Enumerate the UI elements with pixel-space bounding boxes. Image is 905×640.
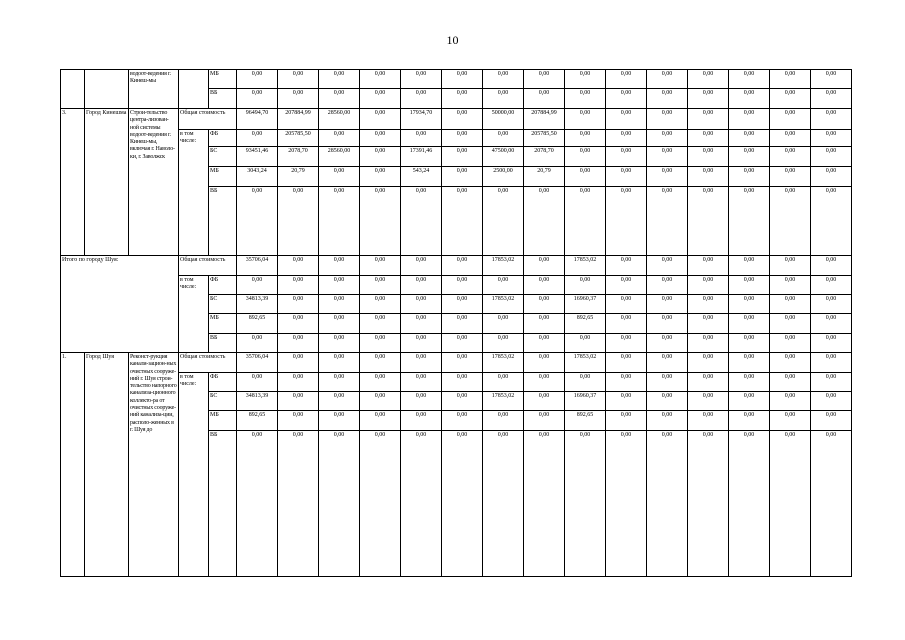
value-cell: 0,00 — [770, 411, 811, 431]
value-cell: 0,00 — [688, 353, 729, 373]
value-cell: 543,24 — [401, 167, 442, 187]
value-cell: 0,00 — [606, 276, 647, 295]
value-cell: 34813,39 — [237, 392, 278, 411]
value-cell: 892,65 — [565, 411, 606, 431]
value-cell: 0,00 — [729, 256, 770, 276]
value-cell: 34813,39 — [237, 295, 278, 314]
value-cell: 0,00 — [565, 70, 606, 89]
value-cell: 0,00 — [729, 276, 770, 295]
value-cell: 0,00 — [237, 276, 278, 295]
value-cell: 0,00 — [442, 392, 483, 411]
city — [85, 70, 129, 109]
value-cell: 0,00 — [606, 109, 647, 130]
value-cell: 0,00 — [483, 70, 524, 89]
value-cell: 0,00 — [606, 187, 647, 256]
value-cell: 0,00 — [442, 411, 483, 431]
value-cell: 0,00 — [237, 187, 278, 256]
value-cell: 0,00 — [606, 353, 647, 373]
row-number — [61, 70, 85, 109]
value-cell: 0,00 — [401, 70, 442, 89]
value-cell: 0,00 — [811, 109, 852, 130]
value-cell: 0,00 — [770, 431, 811, 577]
value-cell: 0,00 — [360, 109, 401, 130]
value-cell: 0,00 — [770, 109, 811, 130]
value-cell: 0,00 — [606, 167, 647, 187]
value-cell: 0,00 — [360, 147, 401, 167]
value-cell: 0,00 — [360, 353, 401, 373]
value-cell: 0,00 — [442, 130, 483, 147]
value-cell: 0,00 — [647, 431, 688, 577]
value-cell: 0,00 — [237, 130, 278, 147]
value-cell: 0,00 — [524, 373, 565, 392]
value-cell: 0,00 — [729, 431, 770, 577]
value-cell: 0,00 — [811, 334, 852, 353]
value-cell: 0,00 — [565, 187, 606, 256]
value-cell: 0,00 — [688, 314, 729, 334]
value-cell: 17934,70 — [401, 109, 442, 130]
value-cell: 47500,00 — [483, 147, 524, 167]
value-cell: 0,00 — [647, 147, 688, 167]
value-cell: 0,00 — [729, 295, 770, 314]
value-cell: 0,00 — [770, 353, 811, 373]
value-cell: 0,00 — [319, 373, 360, 392]
value-cell: 0,00 — [319, 89, 360, 109]
city: Город Шуя — [85, 353, 129, 577]
value-cell: 0,00 — [811, 89, 852, 109]
value-cell: 0,00 — [360, 187, 401, 256]
value-cell: 892,65 — [565, 314, 606, 334]
table-row — [61, 70, 852, 89]
value-cell: 0,00 — [401, 256, 442, 276]
value-cell: 0,00 — [811, 373, 852, 392]
value-cell: 0,00 — [606, 256, 647, 276]
value-cell: 0,00 — [319, 130, 360, 147]
value-cell: 16960,37 — [565, 392, 606, 411]
value-cell: 0,00 — [401, 373, 442, 392]
value-cell: 0,00 — [319, 276, 360, 295]
value-cell: 0,00 — [237, 70, 278, 89]
blank-cell — [179, 70, 209, 109]
source-vb: ВБ — [209, 187, 237, 256]
value-cell: 0,00 — [401, 353, 442, 373]
value-cell: 0,00 — [688, 187, 729, 256]
value-cell: 0,00 — [647, 314, 688, 334]
value-cell: 0,00 — [319, 353, 360, 373]
value-cell: 0,00 — [524, 70, 565, 89]
value-cell: 0,00 — [729, 334, 770, 353]
value-cell: 2078,70 — [278, 147, 319, 167]
value-cell: 96494,70 — [237, 109, 278, 130]
value-cell: 0,00 — [483, 431, 524, 577]
value-cell: 28560,00 — [319, 109, 360, 130]
value-cell: 0,00 — [401, 187, 442, 256]
value-cell: 0,00 — [524, 334, 565, 353]
value-cell: 0,00 — [319, 70, 360, 89]
value-cell: 0,00 — [688, 392, 729, 411]
value-cell: 0,00 — [811, 187, 852, 256]
value-cell: 20,79 — [524, 167, 565, 187]
value-cell: 28560,00 — [319, 147, 360, 167]
total-cost-label: Общая стоимость — [179, 353, 237, 373]
value-cell: 0,00 — [811, 314, 852, 334]
value-cell: 0,00 — [524, 392, 565, 411]
value-cell: 0,00 — [360, 411, 401, 431]
budget-table — [60, 69, 852, 577]
table-row — [61, 373, 852, 392]
value-cell: 0,00 — [811, 295, 852, 314]
value-cell: 0,00 — [360, 373, 401, 392]
value-cell: 16960,37 — [565, 295, 606, 314]
value-cell: 0,00 — [688, 373, 729, 392]
object-name: Реконст-рукция канали-зацион-ных очистных сооруже-ний г. Шуя строи-тельство напорного канализа-ционного коллекто-ра от очистных сооруже-ний канализа-ции, располо-женных в г. Шуя до — [129, 353, 179, 577]
value-cell: 0,00 — [278, 353, 319, 373]
value-cell: 0,00 — [319, 187, 360, 256]
value-cell: 0,00 — [729, 187, 770, 256]
value-cell: 20,79 — [278, 167, 319, 187]
value-cell: 0,00 — [442, 314, 483, 334]
incl-label: в том числе: — [179, 373, 209, 577]
source-mb: МБ — [209, 314, 237, 334]
value-cell: 2500,00 — [483, 167, 524, 187]
value-cell: 0,00 — [688, 130, 729, 147]
source-fb: ФБ — [209, 130, 237, 147]
value-cell: 0,00 — [483, 334, 524, 353]
value-cell: 0,00 — [647, 353, 688, 373]
value-cell: 0,00 — [647, 130, 688, 147]
value-cell: 0,00 — [811, 353, 852, 373]
value-cell: 0,00 — [647, 109, 688, 130]
value-cell: 0,00 — [606, 295, 647, 314]
value-cell: 0,00 — [442, 256, 483, 276]
value-cell: 0,00 — [811, 70, 852, 89]
value-cell: 0,00 — [401, 89, 442, 109]
value-cell: 0,00 — [770, 373, 811, 392]
value-cell: 892,65 — [237, 314, 278, 334]
value-cell: 0,00 — [524, 431, 565, 577]
value-cell: 0,00 — [278, 276, 319, 295]
value-cell: 0,00 — [647, 411, 688, 431]
value-cell: 0,00 — [606, 314, 647, 334]
section-total-title: Итого по городу Шуя: — [61, 256, 179, 353]
value-cell: 0,00 — [688, 256, 729, 276]
value-cell: 0,00 — [483, 373, 524, 392]
value-cell: 0,00 — [811, 167, 852, 187]
table-row — [61, 109, 852, 130]
value-cell: 0,00 — [278, 256, 319, 276]
value-cell: 0,00 — [360, 167, 401, 187]
value-cell: 0,00 — [811, 256, 852, 276]
value-cell: 0,00 — [729, 109, 770, 130]
value-cell: 0,00 — [442, 147, 483, 167]
value-cell: 0,00 — [360, 431, 401, 577]
source-vb: ВБ — [209, 89, 237, 109]
value-cell: 0,00 — [524, 187, 565, 256]
value-cell: 0,00 — [729, 373, 770, 392]
value-cell: 0,00 — [729, 130, 770, 147]
value-cell: 93451,46 — [237, 147, 278, 167]
value-cell: 0,00 — [319, 431, 360, 577]
value-cell: 0,00 — [565, 109, 606, 130]
value-cell: 0,00 — [565, 89, 606, 109]
value-cell: 0,00 — [319, 295, 360, 314]
table-row — [61, 130, 852, 147]
value-cell: 0,00 — [688, 167, 729, 187]
value-cell: 0,00 — [278, 431, 319, 577]
value-cell: 0,00 — [647, 89, 688, 109]
source-vb: ВБ — [209, 431, 237, 577]
value-cell: 0,00 — [401, 130, 442, 147]
value-cell: 0,00 — [360, 295, 401, 314]
value-cell: 50000,00 — [483, 109, 524, 130]
value-cell: 0,00 — [688, 276, 729, 295]
table-row — [61, 353, 852, 373]
value-cell: 0,00 — [319, 334, 360, 353]
value-cell: 0,00 — [811, 147, 852, 167]
value-cell: 0,00 — [606, 392, 647, 411]
value-cell: 0,00 — [811, 276, 852, 295]
value-cell: 0,00 — [237, 373, 278, 392]
value-cell: 35706,04 — [237, 353, 278, 373]
value-cell: 0,00 — [483, 411, 524, 431]
value-cell: 0,00 — [606, 70, 647, 89]
value-cell: 0,00 — [811, 411, 852, 431]
value-cell: 0,00 — [811, 431, 852, 577]
value-cell: 0,00 — [524, 89, 565, 109]
value-cell: 0,00 — [565, 276, 606, 295]
value-cell: 0,00 — [442, 295, 483, 314]
page-number: 10 — [446, 33, 459, 47]
value-cell: 0,00 — [729, 392, 770, 411]
value-cell: 0,00 — [278, 295, 319, 314]
source-mb: МБ — [209, 411, 237, 431]
table-body — [61, 70, 852, 577]
value-cell: 0,00 — [688, 334, 729, 353]
source-bs: БС — [209, 147, 237, 167]
source-bs: БС — [209, 392, 237, 411]
value-cell: 0,00 — [278, 89, 319, 109]
value-cell: 0,00 — [483, 130, 524, 147]
value-cell: 0,00 — [442, 167, 483, 187]
value-cell: 0,00 — [360, 334, 401, 353]
value-cell: 0,00 — [360, 392, 401, 411]
value-cell: 17853,02 — [565, 353, 606, 373]
total-cost-label: Общая стоимость — [179, 109, 237, 130]
source-fb: ФБ — [209, 276, 237, 295]
value-cell: 0,00 — [647, 167, 688, 187]
value-cell: 0,00 — [606, 130, 647, 147]
value-cell: 892,65 — [237, 411, 278, 431]
value-cell: 0,00 — [688, 147, 729, 167]
value-cell: 0,00 — [688, 109, 729, 130]
value-cell: 0,00 — [524, 256, 565, 276]
value-cell: 0,00 — [319, 411, 360, 431]
value-cell: 0,00 — [442, 373, 483, 392]
value-cell: 0,00 — [565, 147, 606, 167]
value-cell: 0,00 — [647, 256, 688, 276]
value-cell: 0,00 — [647, 70, 688, 89]
value-cell: 3043,24 — [237, 167, 278, 187]
value-cell: 0,00 — [770, 392, 811, 411]
value-cell: 17853,02 — [483, 353, 524, 373]
source-mb: МБ — [209, 70, 237, 89]
value-cell: 0,00 — [360, 256, 401, 276]
value-cell: 0,00 — [688, 431, 729, 577]
value-cell: 0,00 — [360, 314, 401, 334]
value-cell: 0,00 — [688, 295, 729, 314]
value-cell: 0,00 — [360, 89, 401, 109]
value-cell: 0,00 — [524, 411, 565, 431]
value-cell: 0,00 — [770, 334, 811, 353]
value-cell: 0,00 — [606, 89, 647, 109]
value-cell: 0,00 — [278, 373, 319, 392]
value-cell: 0,00 — [278, 334, 319, 353]
row-number: 1. — [61, 353, 85, 577]
value-cell: 0,00 — [729, 70, 770, 89]
value-cell: 2078,70 — [524, 147, 565, 167]
value-cell: 0,00 — [647, 276, 688, 295]
incl-label: в том числе: — [179, 276, 209, 353]
value-cell: 0,00 — [483, 187, 524, 256]
value-cell: 0,00 — [606, 411, 647, 431]
value-cell: 17853,02 — [483, 392, 524, 411]
value-cell: 0,00 — [237, 334, 278, 353]
value-cell: 0,00 — [278, 70, 319, 89]
value-cell: 0,00 — [770, 295, 811, 314]
value-cell: 0,00 — [278, 314, 319, 334]
value-cell: 0,00 — [360, 70, 401, 89]
value-cell: 0,00 — [647, 392, 688, 411]
value-cell: 0,00 — [770, 147, 811, 167]
value-cell: 0,00 — [688, 70, 729, 89]
value-cell: 0,00 — [278, 411, 319, 431]
value-cell: 0,00 — [770, 276, 811, 295]
value-cell: 0,00 — [647, 187, 688, 256]
value-cell: 0,00 — [606, 373, 647, 392]
source-fb: ФБ — [209, 373, 237, 392]
value-cell: 0,00 — [729, 89, 770, 109]
value-cell: 0,00 — [729, 353, 770, 373]
value-cell: 0,00 — [524, 353, 565, 373]
value-cell: 0,00 — [237, 431, 278, 577]
value-cell: 0,00 — [483, 314, 524, 334]
value-cell: 0,00 — [647, 373, 688, 392]
value-cell: 0,00 — [770, 187, 811, 256]
value-cell: 0,00 — [688, 411, 729, 431]
value-cell: 0,00 — [401, 431, 442, 577]
value-cell: 0,00 — [319, 392, 360, 411]
value-cell: 0,00 — [442, 109, 483, 130]
city: Город Кинешма — [85, 109, 129, 256]
value-cell: 0,00 — [770, 89, 811, 109]
value-cell: 0,00 — [524, 276, 565, 295]
value-cell: 0,00 — [360, 130, 401, 147]
value-cell: 0,00 — [319, 167, 360, 187]
value-cell: 0,00 — [565, 373, 606, 392]
value-cell: 0,00 — [401, 295, 442, 314]
value-cell: 0,00 — [729, 411, 770, 431]
value-cell: 0,00 — [565, 167, 606, 187]
value-cell: 0,00 — [401, 314, 442, 334]
value-cell: 0,00 — [483, 89, 524, 109]
value-cell: 0,00 — [606, 334, 647, 353]
value-cell: 0,00 — [565, 130, 606, 147]
value-cell: 0,00 — [606, 147, 647, 167]
value-cell: 205785,50 — [524, 130, 565, 147]
table-row — [61, 256, 852, 276]
value-cell: 0,00 — [319, 256, 360, 276]
value-cell: 0,00 — [442, 89, 483, 109]
table-row — [61, 276, 852, 295]
value-cell: 0,00 — [524, 314, 565, 334]
value-cell: 205785,50 — [278, 130, 319, 147]
value-cell: 0,00 — [401, 334, 442, 353]
value-cell: 0,00 — [442, 431, 483, 577]
value-cell: 0,00 — [401, 276, 442, 295]
source-bs: БС — [209, 295, 237, 314]
value-cell: 0,00 — [606, 431, 647, 577]
value-cell: 17853,02 — [483, 295, 524, 314]
value-cell: 0,00 — [729, 167, 770, 187]
value-cell: 17853,02 — [483, 256, 524, 276]
value-cell: 0,00 — [770, 70, 811, 89]
value-cell: 0,00 — [278, 187, 319, 256]
value-cell: 17391,46 — [401, 147, 442, 167]
value-cell: 0,00 — [442, 70, 483, 89]
value-cell: 0,00 — [442, 334, 483, 353]
source-mb: МБ — [209, 167, 237, 187]
value-cell: 0,00 — [442, 276, 483, 295]
value-cell: 0,00 — [565, 334, 606, 353]
value-cell: 0,00 — [237, 89, 278, 109]
value-cell: 0,00 — [442, 187, 483, 256]
value-cell: 0,00 — [729, 314, 770, 334]
total-cost-label: Общая стоимость — [179, 256, 237, 276]
value-cell: 0,00 — [442, 353, 483, 373]
incl-label: в том числе: — [179, 130, 209, 256]
value-cell: 0,00 — [647, 295, 688, 314]
value-cell: 0,00 — [401, 411, 442, 431]
value-cell: 207884,99 — [524, 109, 565, 130]
value-cell: 35706,04 — [237, 256, 278, 276]
source-vb: ВБ — [209, 334, 237, 353]
value-cell: 0,00 — [811, 130, 852, 147]
value-cell: 0,00 — [688, 89, 729, 109]
value-cell: 0,00 — [811, 392, 852, 411]
object-name: Строи-тельство центра-лизован-ной системы водоот-ведения г. Кинеш-мы, включая г. Наволо-ки, г. Заволжск — [129, 109, 179, 256]
row-number: 3. — [61, 109, 85, 256]
value-cell: 0,00 — [565, 431, 606, 577]
value-cell: 0,00 — [524, 295, 565, 314]
object-name: водоот-ведения г. Кинеш-мы — [129, 70, 179, 109]
value-cell: 0,00 — [401, 392, 442, 411]
value-cell: 0,00 — [319, 314, 360, 334]
value-cell: 17853,02 — [565, 256, 606, 276]
value-cell: 0,00 — [647, 334, 688, 353]
value-cell: 207884,99 — [278, 109, 319, 130]
value-cell: 0,00 — [360, 276, 401, 295]
value-cell: 0,00 — [770, 314, 811, 334]
value-cell: 0,00 — [770, 256, 811, 276]
value-cell: 0,00 — [483, 276, 524, 295]
value-cell: 0,00 — [770, 130, 811, 147]
value-cell: 0,00 — [729, 147, 770, 167]
value-cell: 0,00 — [770, 167, 811, 187]
value-cell: 0,00 — [278, 392, 319, 411]
